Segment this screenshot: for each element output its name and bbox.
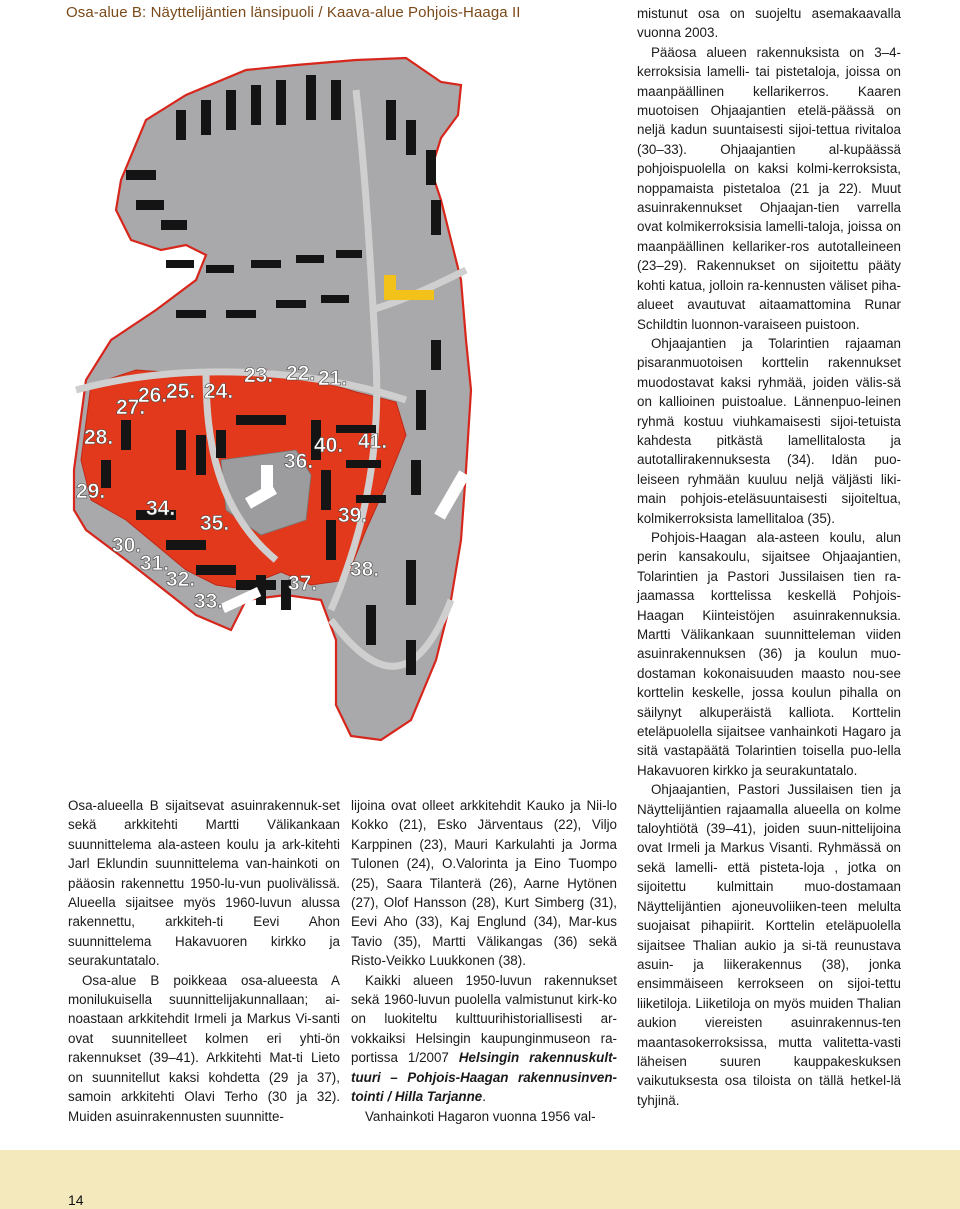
- footer-band: [0, 1150, 960, 1209]
- map-label-25: 25.: [166, 380, 196, 403]
- map-label-34: 34.: [146, 497, 176, 520]
- col3-paragraph-1: mistunut osa on suojeltu asemakaavalla vuonna 2003.: [637, 6, 901, 41]
- map-label-41: 41.: [358, 430, 388, 453]
- col1-paragraph-1: Osa-alueella B sijaitsevat asuinrakennuk-set sekä arkkitehti Martti Välikankaan suunnittelema ala-asteen koulu ja ark-kitehti Jarl Eklundin suunnittelema van-hainkoti on pääosin rakennettu 1950-lu-vun puolivälissä. Alueella sijaitsee myös 1960-luvun alussa rakennettu, arkkiteh-ti Eevi Ahon suunnittelema Hakavuoren kirkko ja seurakuntatalo.: [68, 798, 340, 969]
- col2-paragraph-1: lijoina ovat olleet arkkitehdit Kauko ja Nii-lo Kokko (21), Esko Järventaus (22), Viljo Karppinen (23), Mauri Karkulahti ja Jorma Tulonen (24), O.Valorinta ja Eino Tuompo (25), Saara Tilanterä (26), Aarne Hytönen (27), Olof Hansson (28), Kurt Simberg (31), Eevi Aho (33), Kaj Englund (34), Mar-kus Tavio (35), Martti Välikangas (36) sekä Risto-Veikko Luukkonen (38).: [351, 798, 617, 969]
- map-label-39: 39.: [338, 504, 368, 527]
- map-label-22: 22.: [286, 362, 316, 385]
- map-label-40: 40.: [314, 434, 344, 457]
- col3-paragraph-2: Pääosa alueen rakennuksista on 3–4-kerroksisia lamelli- tai pistetaloja, joissa on maanpäällinen kellarikerros. Kaaren muotoisen Ohjaajantien etelä-päässä on neljä kadun suuntaisesti sijoi-tettua rivitaloa (30–33). Ohjaajantien al-kupäässä pohjoispuolella on kaksi kolmi-kerroksista, noppamaista pistetaloa (21 ja 22). Muut asuinrakennukset Ohjaajan-tien varrella ovat kolmikerroksisia lamelli-taloja, joissa on maanpäällinen kellariker-ros autotalleineen (23–29). Rakennukset on sijoitettu pääty kohti katua, jolloin ra-kennusten väliset piha-alueet avautuvat aitaamattomina Runar Schildtin luonnon-varaiseen puistoon.: [637, 44, 901, 332]
- map-label-32: 32.: [166, 568, 196, 591]
- map-label-23: 23.: [244, 364, 274, 387]
- col2-paragraph-2: [351, 971, 617, 1107]
- site-plan-map: [66, 40, 486, 752]
- map-label-29: 29.: [76, 480, 106, 503]
- map-label-38: 38.: [350, 558, 380, 581]
- map-label-28: 28.: [84, 426, 114, 449]
- map-label-26: 26.: [138, 384, 168, 407]
- map-label-30: 30.: [112, 534, 142, 557]
- col1-paragraph-2: Osa-alue B poikkeaa osa-alueesta A monilukuisella suunnittelijakunnallaan; ai-noastaan arkkitehdit Irmeli ja Markus Vi-santi ovat suunnitelleet kolmen eri yhti-ön rakennukset (39–41). Arkkitehti Mat-ti Lieto on suunnitellut kaksi kohdetta (29 ja 37), samoin arkkitehti Olavi Terho (30 ja 32). Muiden asuinrakennusten suunnitte-: [68, 972, 340, 1124]
- map-label-24: 24.: [204, 380, 234, 403]
- text-column-2: [351, 796, 617, 1126]
- col3-paragraph-4: Pohjois-Haagan ala-asteen koulu, alun perin kansakoulu, sijaitsee Ohjaajantien, Tolarintien ja Pastori Jussilaisen tien ra-jaamassa korttelissa keskellä Pohjois-Haagan Kiinteistöjen asuinrakennuksia. Martti Välikankaan suunnitteleman viiden asuinrakennuksen (36) ja koulun muo-dostaman kokonaisuuden maasto nou-see korttelin keskelle, jossa koulun pihalla on säilynyt alkuperäistä kalliota. Korttelin eteläpuolella sijaitsee vanhainkoti Hagaro ja sitä vastapäätä Tolarintien toisella puo-lella Hakavuoren kirkko ja seurakuntatalo.: [637, 529, 901, 778]
- map-label-27: 27.: [116, 396, 146, 419]
- col3-paragraph-3: Ohjaajantien ja Tolarintien rajaaman pisaranmuotoisen korttelin rakennukset muodostavat kaksi ryhmää, joiden välis-sä on kallioinen puistoalue. Lännenpuo-leinen ryhmä kostuu viuhkamaisesti sijoi-tetuista kahdesta pitkästä lamellitalosta ja autotallirakennuksesta (34). Idän puo-leiseen ryhmään kuuluu neljä väljästi liki-main pohjois-eteläsuuntaisesti sijoiteltua, kolmikerroksista lamellitaloa (35).: [637, 335, 901, 526]
- map-label-35: 35.: [200, 512, 230, 535]
- text-column-1: [68, 796, 340, 1126]
- map-label-21: 21.: [318, 367, 348, 390]
- page-heading: Osa-alue B: Näyttelijäntien länsipuoli / Kaava-alue Pohjois-Haaga II: [66, 4, 521, 21]
- text-column-3: [637, 4, 901, 1110]
- col3-paragraph-5: Ohjaajantien, Pastori Jussilaisen tien ja Näyttelijäntien rajaamalla alueella on kolme taloyhtiötä (39–41), joiden suun-nittelijoina ovat Irmeli ja Markus Visanti. Ryhmässä on sekä lamelli- että pisteta-loja , jotka on sijoitettu kulmittain muo-dostamaan Näyttelijäntien ajoneuvoliiken-teen melulta suojaisat pihapiirit. Korttelin eteläpuolella sijaitsee Thalian aukio ja si-tä reunustava asuin- ja liikerakennus (38), jonka ensimmäiseen kerrokseen on sijoi-tettu liiketiloja. Liiketiloja on myös muiden Thalian aukion viereisten asuinrakennus-ten maantasokerroksissa, mutta valitetta-vasti läheisen suuren kauppakeskuksen vaikutuksesta osa tiloista on tällä hetkel-lä tyhjinä.: [637, 782, 901, 1108]
- map-label-31: 31.: [140, 552, 170, 575]
- map-label-33: 33.: [194, 590, 224, 613]
- report-title: Helsingin rakennuskult-tuuri – Pohjois-Haagan rakennusinven-tointi / Hilla Tarjanne: [351, 1050, 617, 1105]
- col2-paragraph-2-text: Kaikki alueen 1950-luvun rakennukset sekä 1960-luvun puolella valmistunut kirk-ko on luokiteltu kulttuurihistoriallisesti ar-vokkaiksi Helsingin kaupunginmuseon ra-portissa 1/2007: [351, 972, 617, 1066]
- map-label-37: 37.: [288, 572, 318, 595]
- col2-paragraph-3: Vanhainkoti Hagaron vuonna 1956 val-: [365, 1108, 596, 1124]
- col2-paragraph-2-end: .: [482, 1089, 486, 1105]
- page-number: 14: [68, 1192, 84, 1208]
- map-label-36: 36.: [284, 450, 314, 473]
